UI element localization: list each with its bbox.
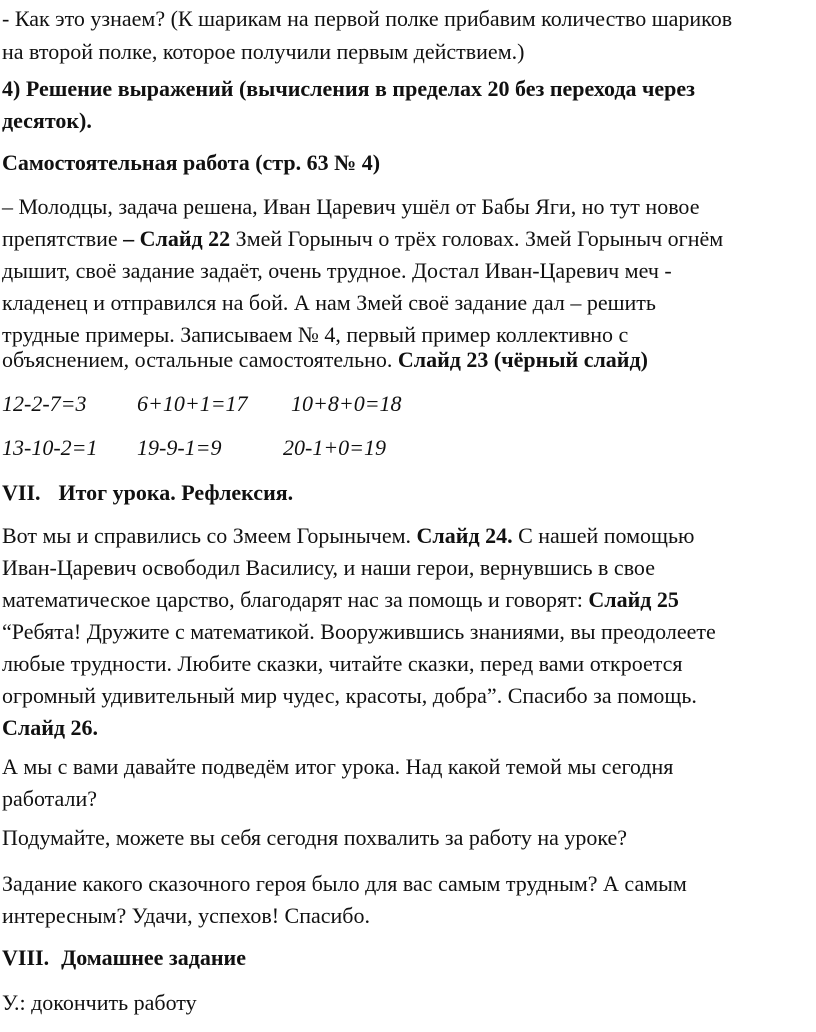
paragraph-line — [2, 521, 694, 551]
section-heading: 4) Решение выражений (вычисления в пределах 20 без перехода через — [2, 76, 696, 101]
section-number: VII. — [2, 480, 41, 505]
math-expression: 10+8+0=18 — [291, 391, 402, 416]
paragraph-line: Задание какого сказочного героя было для вас самым трудным? А самым — [2, 871, 687, 896]
paragraph-line: любые трудности. Любите сказки, читайте сказки, перед вами откроется — [2, 651, 683, 676]
paragraph-line: У.: докончить работу — [2, 990, 197, 1015]
slide-reference: Слайд 26. — [2, 715, 99, 740]
text-run: объяснением, остальные самостоятельно. — [2, 347, 398, 372]
paragraph-line: дышит, своё задание задаёт, очень трудное. Достал Иван-Царевич меч - — [2, 258, 672, 283]
text-run: С нашей помощью — [512, 523, 695, 548]
text-run: Змей Горыныч о трёх головах. Змей Горыныч огнём — [230, 226, 724, 251]
math-expression: 6+10+1=17 — [137, 391, 248, 416]
paragraph-line: “Ребята! Дружите с математикой. Вооружившись знаниями, вы преодолеете — [2, 619, 716, 644]
paragraph-line: Иван-Царевич освободил Василису, и наши герои, вернувшись в свое — [2, 555, 655, 580]
slide-reference: Слайд 23 (чёрный слайд) — [397, 347, 648, 372]
math-expression: 20-1+0=19 — [283, 435, 387, 460]
paragraph-line: А мы с вами давайте подведём итог урока. Над какой темой мы сегодня — [2, 754, 674, 779]
paragraph-line: - Как это узнаем? (К шарикам на первой полке прибавим количество шариков — [2, 6, 733, 31]
paragraph-line: огромный удивительный мир чудес, красоты, добра”. Спасибо за помощь. — [2, 683, 697, 708]
section-title: Итог урока. Рефлексия. — [58, 480, 294, 505]
math-expression: 13-10-2=1 — [2, 435, 98, 460]
paragraph-line: кладенец и отправился на бой. А нам Змей своё задание дал – решить — [2, 290, 656, 315]
paragraph-line: работали? — [2, 786, 98, 811]
paragraph-line: – Молодцы, задача решена, Иван Царевич ушёл от Бабы Яги, но тут новое — [2, 194, 700, 219]
section-title: Домашнее задание — [61, 945, 246, 970]
section-number: VIII. — [2, 945, 50, 970]
math-expression: 19-9-1=9 — [137, 435, 222, 460]
section-heading — [2, 478, 293, 508]
paragraph-line — [2, 585, 679, 615]
math-expression: 12-2-7=3 — [2, 391, 87, 416]
paragraph-line — [2, 345, 648, 375]
text-run: Вот мы и справились со Змеем Горынычем. — [2, 523, 417, 548]
paragraph-line: трудные примеры. Записываем № 4, первый пример коллективно с — [2, 322, 629, 347]
section-heading — [2, 943, 246, 973]
paragraph-line — [2, 224, 723, 254]
text-run: препятствие — [2, 226, 124, 251]
text-run: математическое царство, благодарят нас за помощь и говорят: — [2, 587, 589, 612]
section-heading: десяток). — [2, 108, 92, 133]
subsection-heading: Самостоятельная работа (стр. 63 № 4) — [2, 150, 381, 175]
slide-reference: Слайд 24. — [416, 523, 513, 548]
slide-reference: – Слайд 22 — [123, 226, 231, 251]
paragraph-line: на второй полке, которое получили первым действием.) — [2, 39, 525, 64]
paragraph-line: интересным? Удачи, успехов! Спасибо. — [2, 903, 370, 928]
slide-reference: Слайд 25 — [588, 587, 679, 612]
paragraph-line: Подумайте, можете вы себя сегодня похвалить за работу на уроке? — [2, 825, 628, 850]
